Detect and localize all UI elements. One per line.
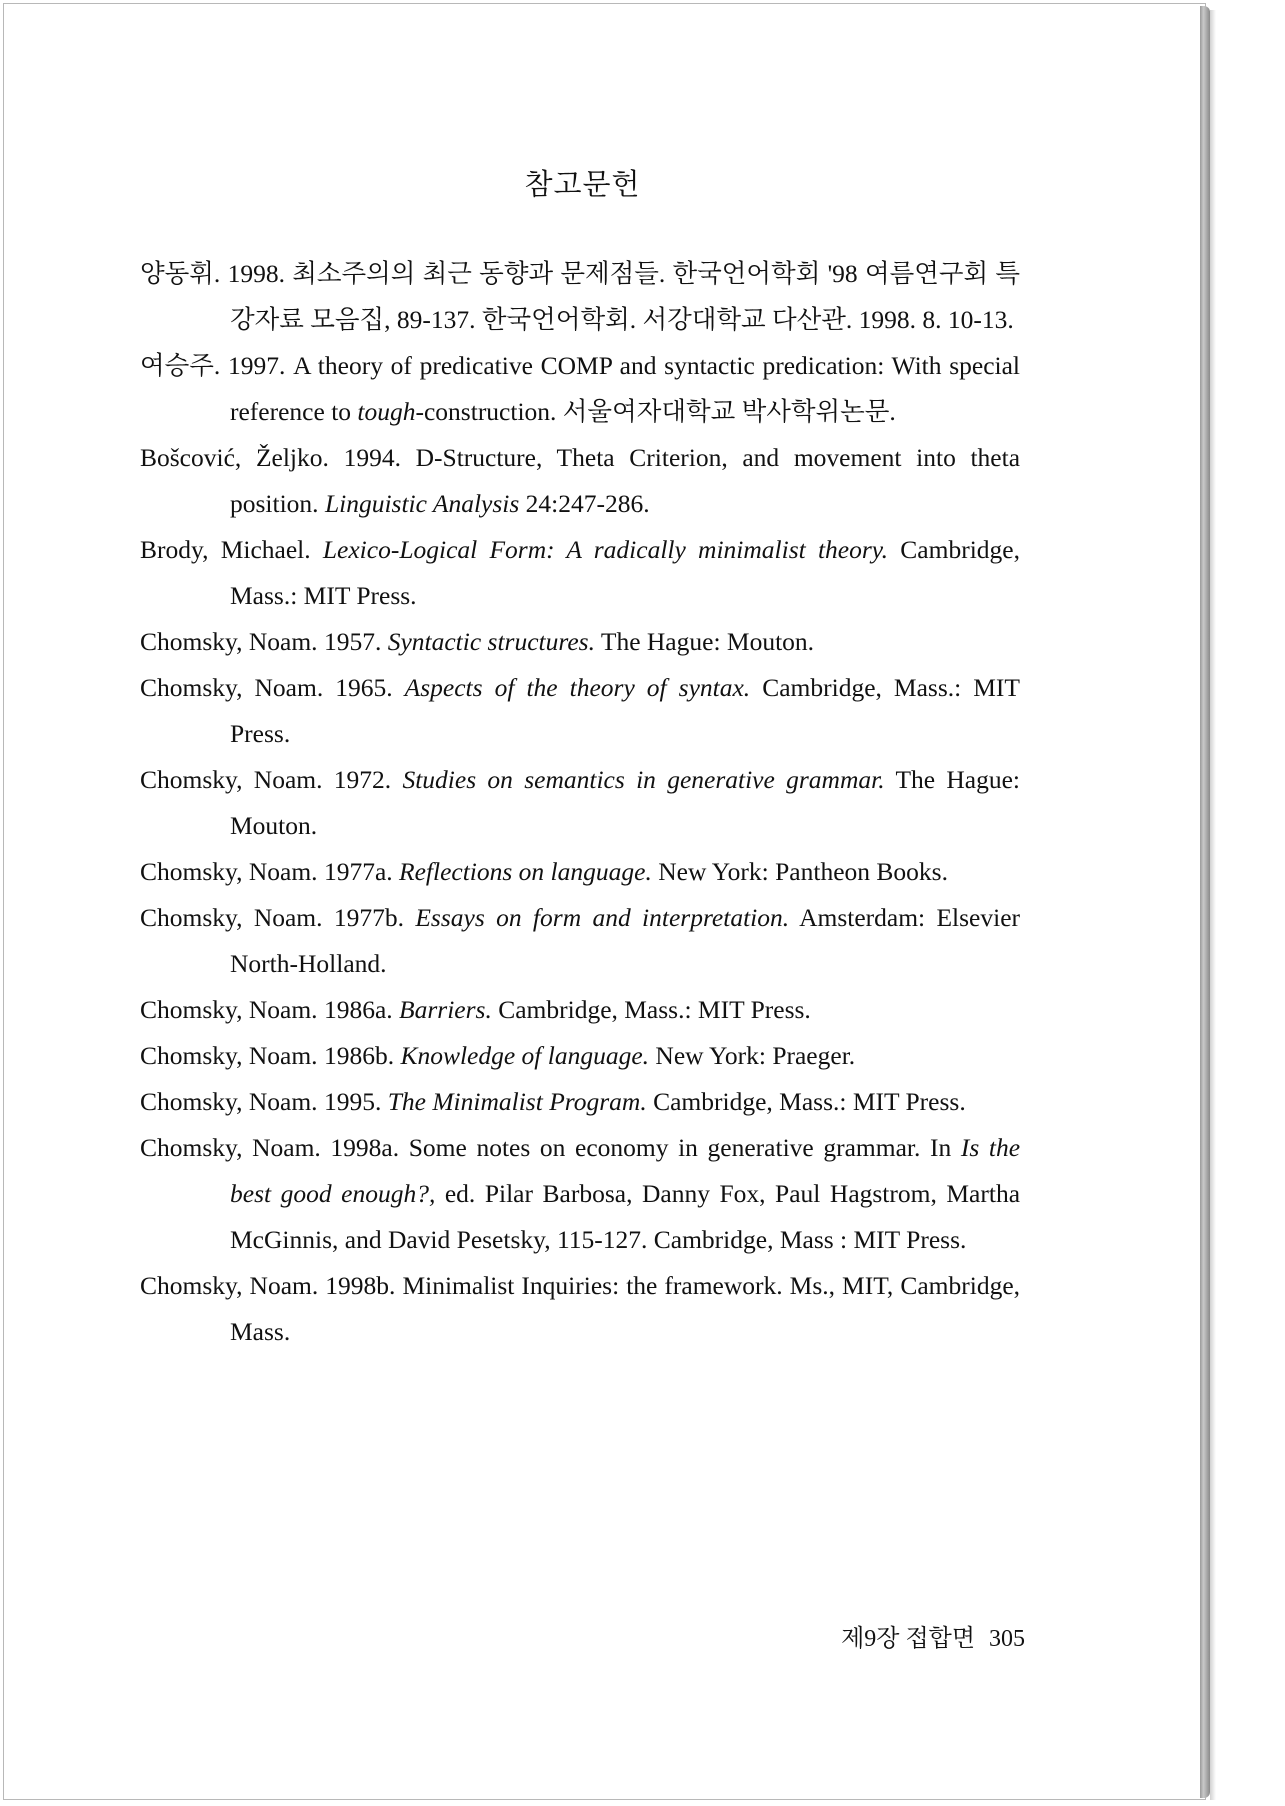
ref-italic: Essays on form and interpretation. (415, 903, 790, 932)
reference-list (140, 251, 1020, 1355)
page-edge-shadow (1210, 10, 1216, 1800)
reference-entry (140, 1033, 1020, 1079)
ref-text-after: The Hague: Mouton. (230, 765, 1021, 840)
ref-author: Chomsky, Noam. (140, 627, 318, 656)
ref-author: Chomsky, Noam. (140, 1041, 318, 1070)
reference-entry (140, 895, 1020, 987)
ref-text: Some notes on economy in generative grammar. In (408, 1133, 952, 1162)
ref-year: 1977a. (323, 857, 393, 886)
reference-entry (140, 987, 1020, 1033)
reference-entry (140, 251, 1020, 343)
ref-italic: The Minimalist Program. (387, 1087, 647, 1116)
ref-italic: Aspects of the theory of syntax. (404, 673, 751, 702)
reference-entry (140, 435, 1020, 527)
reference-entry (140, 1125, 1020, 1263)
ref-text-after: ed. Pilar Barbosa, Danny Fox, Paul Hagstrom, Martha McGinnis, and David Pesetsky, 115-127. Cambridge, Mass : MIT Press. (230, 1179, 1021, 1254)
reference-entry (140, 1079, 1020, 1125)
ref-italic: Barriers. (399, 995, 492, 1024)
ref-year: 1995. (323, 1087, 382, 1116)
reference-entry (140, 757, 1020, 849)
reference-entry (140, 619, 1020, 665)
ref-author: Bošcović, Željko. (140, 443, 329, 472)
ref-italic: Linguistic Analysis (324, 489, 520, 518)
ref-italic: Lexico-Logical Form: A radically minimalist theory. (322, 535, 889, 564)
ref-text: A theory of predicative COMP and syntactic predication: With special reference to (230, 351, 1021, 426)
ref-text-after: Cambridge, Mass.: MIT Press. (498, 995, 811, 1024)
ref-text-after: -construction. 서울여자대학교 박사학위논문. (415, 397, 896, 426)
page-number: 305 (989, 1626, 1025, 1652)
page-edge (1200, 6, 1210, 1798)
ref-year: 1998. (227, 259, 285, 288)
ref-text: 최소주의의 최근 동향과 문제점들. 한국언어학회 '98 여름연구회 특강자료 모음집, 89-137. 한국언어학회. 서강대학교 다산관. 1998. 8. 10-13. (230, 259, 1021, 334)
ref-author: Chomsky, Noam. (140, 673, 324, 702)
ref-italic: Knowledge of language. (400, 1041, 650, 1070)
ref-author: Chomsky, Noam. (140, 1271, 319, 1300)
ref-year: 1972. (333, 765, 392, 794)
ref-italic: Reflections on language. (399, 857, 652, 886)
ref-author: 여승주. (140, 351, 221, 380)
reference-entry (140, 527, 1020, 619)
ref-author: Chomsky, Noam. (140, 857, 318, 886)
ref-text: D-Structure, Theta Criterion, and movement into theta position. (230, 443, 1021, 518)
ref-author: Chomsky, Noam. (140, 903, 323, 932)
ref-text-after: Amsterdam: Elsevier North-Holland. (230, 903, 1021, 978)
reference-entry (140, 343, 1020, 435)
ref-text: Minimalist Inquiries: the framework. Ms., MIT, Cambridge, Mass. (230, 1271, 1021, 1346)
ref-text-after: Cambridge, Mass.: MIT Press. (230, 535, 1020, 610)
ref-text-after: New York: Pantheon Books. (658, 857, 948, 886)
ref-author: Chomsky, Noam. (140, 1133, 321, 1162)
reference-entry (140, 1263, 1020, 1355)
ref-author: Chomsky, Noam. (140, 1087, 318, 1116)
ref-text-after: Cambridge, Mass.: MIT Press. (230, 673, 1020, 748)
ref-year: 1986a. (323, 995, 393, 1024)
ref-year: 1957. (323, 627, 382, 656)
ref-year: 1998b. (325, 1271, 396, 1300)
ref-italic: Syntactic structures. (387, 627, 595, 656)
ref-year: 1994. (343, 443, 401, 472)
ref-italic: tough (357, 397, 416, 426)
ref-author: 양동휘. (140, 259, 221, 288)
ref-year: 1997. (228, 351, 286, 380)
page-footer (841, 1618, 1025, 1653)
reference-entry (140, 665, 1020, 757)
ref-author: Chomsky, Noam. (140, 995, 318, 1024)
ref-year: 1986b. (323, 1041, 395, 1070)
ref-year: 1977b. (333, 903, 404, 932)
ref-italic: Studies on semantics in generative grammar. (402, 765, 885, 794)
ref-text-after: New York: Praeger. (655, 1041, 856, 1070)
ref-text-after: The Hague: Mouton. (600, 627, 815, 656)
ref-year: 1965. (335, 673, 393, 702)
reference-entry (140, 849, 1020, 895)
ref-italic: Is the best good enough?, (230, 1133, 1021, 1208)
ref-author: Chomsky, Noam. (140, 765, 323, 794)
footer-chapter: 제9장 접합면 (841, 1626, 975, 1652)
ref-year: 1998a. (330, 1133, 400, 1162)
ref-text-after: Cambridge, Mass.: MIT Press. (653, 1087, 966, 1116)
page-title: 참고문헌 (524, 169, 641, 201)
ref-author: Brody, Michael. (140, 535, 311, 564)
ref-text-after: 24:247-286. (525, 489, 650, 518)
